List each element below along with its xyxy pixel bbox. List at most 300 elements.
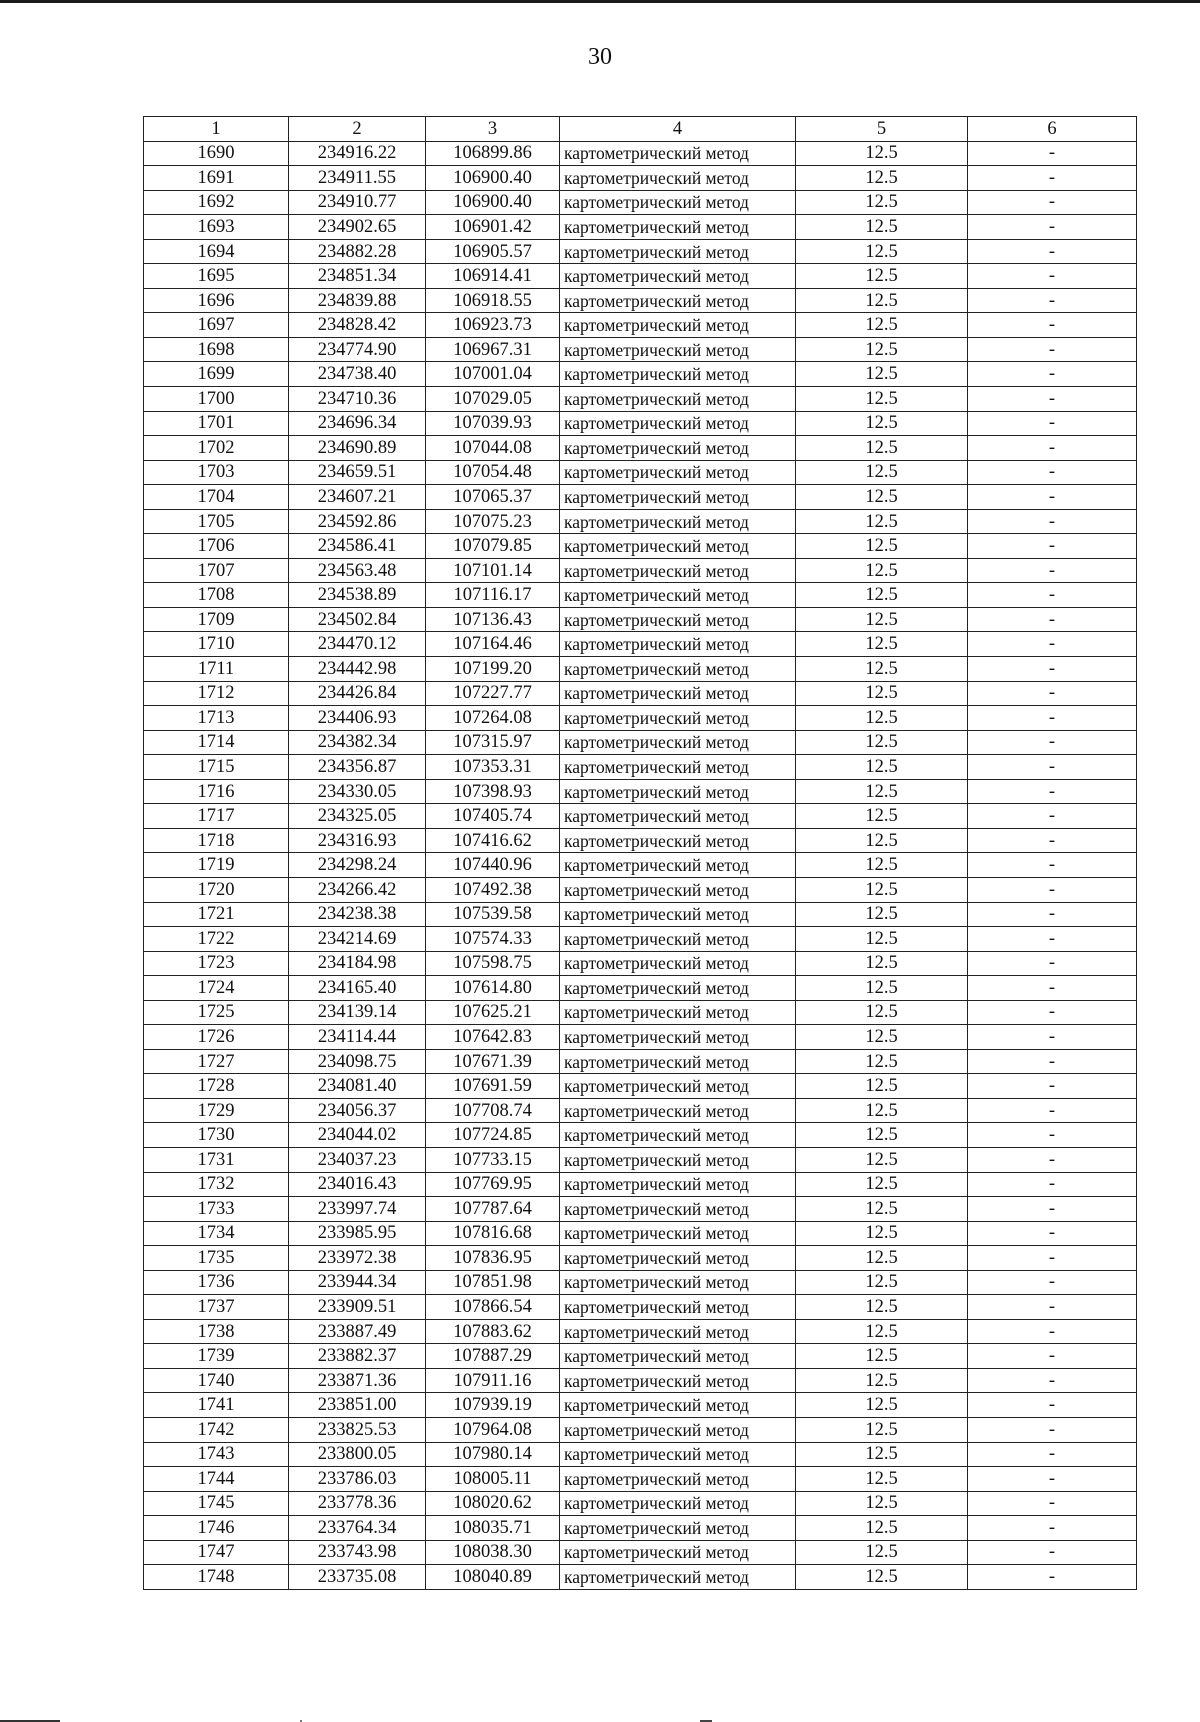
accuracy-cell: 12.5 — [796, 657, 968, 682]
y-coordinate-cell: 107054.48 — [426, 460, 560, 485]
accuracy-cell: 12.5 — [796, 509, 968, 534]
point-number-cell: 1736 — [144, 1270, 289, 1295]
point-number-cell: 1702 — [144, 436, 289, 461]
accuracy-cell: 12.5 — [796, 730, 968, 755]
x-coordinate-cell: 234184.98 — [289, 951, 426, 976]
x-coordinate-cell: 233997.74 — [289, 1197, 426, 1222]
table-row — [144, 1270, 1137, 1295]
table-row — [144, 1147, 1137, 1172]
method-cell: картометрический метод — [560, 1172, 796, 1197]
x-coordinate-cell: 233851.00 — [289, 1393, 426, 1418]
table-row — [144, 583, 1137, 608]
scan-edge-top — [0, 0, 1200, 3]
x-coordinate-cell: 234098.75 — [289, 1049, 426, 1074]
x-coordinate-cell: 234114.44 — [289, 1025, 426, 1050]
point-number-cell: 1721 — [144, 902, 289, 927]
point-number-cell: 1705 — [144, 509, 289, 534]
table-row — [144, 362, 1137, 387]
note-cell: - — [968, 239, 1137, 264]
note-cell: - — [968, 1221, 1137, 1246]
point-number-cell: 1723 — [144, 951, 289, 976]
x-coordinate-cell: 234592.86 — [289, 509, 426, 534]
column-header-4: 4 — [560, 117, 796, 142]
method-cell: картометрический метод — [560, 215, 796, 240]
method-cell: картометрический метод — [560, 558, 796, 583]
accuracy-cell: 12.5 — [796, 1098, 968, 1123]
x-coordinate-cell: 234839.88 — [289, 288, 426, 313]
page-number: 30 — [588, 44, 612, 70]
note-cell: - — [968, 976, 1137, 1001]
point-number-cell: 1707 — [144, 558, 289, 583]
y-coordinate-cell: 107044.08 — [426, 436, 560, 461]
y-coordinate-cell: 107671.39 — [426, 1049, 560, 1074]
point-number-cell: 1730 — [144, 1123, 289, 1148]
method-cell: картометрический метод — [560, 1049, 796, 1074]
note-cell: - — [968, 779, 1137, 804]
y-coordinate-cell: 106900.40 — [426, 166, 560, 191]
table-row — [144, 1467, 1137, 1492]
table-row — [144, 1393, 1137, 1418]
table-row — [144, 215, 1137, 240]
accuracy-cell: 12.5 — [796, 1123, 968, 1148]
method-cell: картометрический метод — [560, 166, 796, 191]
y-coordinate-cell: 106923.73 — [426, 313, 560, 338]
note-cell: - — [968, 657, 1137, 682]
x-coordinate-cell: 234828.42 — [289, 313, 426, 338]
method-cell: картометрический метод — [560, 264, 796, 289]
method-cell: картометрический метод — [560, 1147, 796, 1172]
method-cell: картометрический метод — [560, 657, 796, 682]
note-cell: - — [968, 583, 1137, 608]
table-row — [144, 1197, 1137, 1222]
y-coordinate-cell: 107227.77 — [426, 681, 560, 706]
column-header-1: 1 — [144, 117, 289, 142]
y-coordinate-cell: 107964.08 — [426, 1417, 560, 1442]
note-cell: - — [968, 755, 1137, 780]
y-coordinate-cell: 106901.42 — [426, 215, 560, 240]
note-cell: - — [968, 632, 1137, 657]
note-cell: - — [968, 264, 1137, 289]
table-row — [144, 1074, 1137, 1099]
note-cell: - — [968, 1197, 1137, 1222]
note-cell: - — [968, 1098, 1137, 1123]
y-coordinate-cell: 107769.95 — [426, 1172, 560, 1197]
method-cell: картометрический метод — [560, 853, 796, 878]
point-number-cell: 1719 — [144, 853, 289, 878]
point-number-cell: 1724 — [144, 976, 289, 1001]
method-cell: картометрический метод — [560, 607, 796, 632]
y-coordinate-cell: 107315.97 — [426, 730, 560, 755]
x-coordinate-cell: 233764.34 — [289, 1516, 426, 1541]
accuracy-cell: 12.5 — [796, 1393, 968, 1418]
note-cell: - — [968, 607, 1137, 632]
x-coordinate-cell: 234016.43 — [289, 1172, 426, 1197]
x-coordinate-cell: 234214.69 — [289, 927, 426, 952]
table-row — [144, 534, 1137, 559]
note-cell: - — [968, 1442, 1137, 1467]
y-coordinate-cell: 107492.38 — [426, 877, 560, 902]
y-coordinate-cell: 107075.23 — [426, 509, 560, 534]
table-row — [144, 853, 1137, 878]
method-cell: картометрический метод — [560, 460, 796, 485]
note-cell: - — [968, 288, 1137, 313]
method-cell: картометрический метод — [560, 1197, 796, 1222]
method-cell: картометрический метод — [560, 927, 796, 952]
method-cell: картометрический метод — [560, 1319, 796, 1344]
point-number-cell: 1715 — [144, 755, 289, 780]
x-coordinate-cell: 234586.41 — [289, 534, 426, 559]
y-coordinate-cell: 107836.95 — [426, 1246, 560, 1271]
accuracy-cell: 12.5 — [796, 1417, 968, 1442]
note-cell: - — [968, 1565, 1137, 1590]
note-cell: - — [968, 1319, 1137, 1344]
note-cell: - — [968, 877, 1137, 902]
accuracy-cell: 12.5 — [796, 1516, 968, 1541]
column-header-2: 2 — [289, 117, 426, 142]
x-coordinate-cell: 234690.89 — [289, 436, 426, 461]
accuracy-cell: 12.5 — [796, 755, 968, 780]
table-row — [144, 1565, 1137, 1590]
note-cell: - — [968, 1467, 1137, 1492]
table-row — [144, 951, 1137, 976]
point-number-cell: 1745 — [144, 1491, 289, 1516]
point-number-cell: 1712 — [144, 681, 289, 706]
table-row — [144, 1025, 1137, 1050]
table-row — [144, 1295, 1137, 1320]
point-number-cell: 1735 — [144, 1246, 289, 1271]
note-cell: - — [968, 804, 1137, 829]
accuracy-cell: 12.5 — [796, 681, 968, 706]
method-cell: картометрический метод — [560, 509, 796, 534]
x-coordinate-cell: 234442.98 — [289, 657, 426, 682]
x-coordinate-cell: 234902.65 — [289, 215, 426, 240]
point-number-cell: 1728 — [144, 1074, 289, 1099]
table-row — [144, 141, 1137, 166]
point-number-cell: 1699 — [144, 362, 289, 387]
y-coordinate-cell: 107724.85 — [426, 1123, 560, 1148]
table-row — [144, 485, 1137, 510]
table-row — [144, 460, 1137, 485]
accuracy-cell: 12.5 — [796, 1172, 968, 1197]
note-cell: - — [968, 1123, 1137, 1148]
y-coordinate-cell: 107883.62 — [426, 1319, 560, 1344]
note-cell: - — [968, 1295, 1137, 1320]
point-number-cell: 1732 — [144, 1172, 289, 1197]
method-cell: картометрический метод — [560, 1368, 796, 1393]
x-coordinate-cell: 234426.84 — [289, 681, 426, 706]
y-coordinate-cell: 107164.46 — [426, 632, 560, 657]
x-coordinate-cell: 233871.36 — [289, 1368, 426, 1393]
x-coordinate-cell: 233972.38 — [289, 1246, 426, 1271]
x-coordinate-cell: 234044.02 — [289, 1123, 426, 1148]
y-coordinate-cell: 107642.83 — [426, 1025, 560, 1050]
point-number-cell: 1734 — [144, 1221, 289, 1246]
method-cell: картометрический метод — [560, 1540, 796, 1565]
x-coordinate-cell: 233778.36 — [289, 1491, 426, 1516]
point-number-cell: 1716 — [144, 779, 289, 804]
table-row — [144, 1442, 1137, 1467]
note-cell: - — [968, 436, 1137, 461]
x-coordinate-cell: 233909.51 — [289, 1295, 426, 1320]
y-coordinate-cell: 106899.86 — [426, 141, 560, 166]
accuracy-cell: 12.5 — [796, 166, 968, 191]
accuracy-cell: 12.5 — [796, 1221, 968, 1246]
accuracy-cell: 12.5 — [796, 1491, 968, 1516]
x-coordinate-cell: 234882.28 — [289, 239, 426, 264]
x-coordinate-cell: 234659.51 — [289, 460, 426, 485]
method-cell: картометрический метод — [560, 902, 796, 927]
y-coordinate-cell: 107625.21 — [426, 1000, 560, 1025]
accuracy-cell: 12.5 — [796, 436, 968, 461]
y-coordinate-cell: 107887.29 — [426, 1344, 560, 1369]
y-coordinate-cell: 107440.96 — [426, 853, 560, 878]
accuracy-cell: 12.5 — [796, 804, 968, 829]
method-cell: картометрический метод — [560, 779, 796, 804]
column-header-5: 5 — [796, 117, 968, 142]
point-number-cell: 1711 — [144, 657, 289, 682]
y-coordinate-cell: 107691.59 — [426, 1074, 560, 1099]
point-number-cell: 1703 — [144, 460, 289, 485]
note-cell: - — [968, 1368, 1137, 1393]
y-coordinate-cell: 107416.62 — [426, 828, 560, 853]
point-number-cell: 1727 — [144, 1049, 289, 1074]
note-cell: - — [968, 1516, 1137, 1541]
table-row — [144, 927, 1137, 952]
point-number-cell: 1742 — [144, 1417, 289, 1442]
accuracy-cell: 12.5 — [796, 411, 968, 436]
x-coordinate-cell: 233882.37 — [289, 1344, 426, 1369]
accuracy-cell: 12.5 — [796, 1368, 968, 1393]
note-cell: - — [968, 141, 1137, 166]
accuracy-cell: 12.5 — [796, 190, 968, 215]
note-cell: - — [968, 534, 1137, 559]
x-coordinate-cell: 234851.34 — [289, 264, 426, 289]
table-row — [144, 755, 1137, 780]
point-number-cell: 1720 — [144, 877, 289, 902]
accuracy-cell: 12.5 — [796, 485, 968, 510]
table-row — [144, 1049, 1137, 1074]
y-coordinate-cell: 106918.55 — [426, 288, 560, 313]
note-cell: - — [968, 927, 1137, 952]
x-coordinate-cell: 233985.95 — [289, 1221, 426, 1246]
x-coordinate-cell: 234607.21 — [289, 485, 426, 510]
point-number-cell: 1698 — [144, 337, 289, 362]
point-number-cell: 1748 — [144, 1565, 289, 1590]
note-cell: - — [968, 215, 1137, 240]
y-coordinate-cell: 107708.74 — [426, 1098, 560, 1123]
y-coordinate-cell: 107029.05 — [426, 387, 560, 412]
point-number-cell: 1713 — [144, 706, 289, 731]
point-number-cell: 1729 — [144, 1098, 289, 1123]
accuracy-cell: 12.5 — [796, 706, 968, 731]
y-coordinate-cell: 106967.31 — [426, 337, 560, 362]
y-coordinate-cell: 108035.71 — [426, 1516, 560, 1541]
y-coordinate-cell: 107911.16 — [426, 1368, 560, 1393]
method-cell: картометрический метод — [560, 951, 796, 976]
x-coordinate-cell: 234325.05 — [289, 804, 426, 829]
x-coordinate-cell: 234165.40 — [289, 976, 426, 1001]
point-number-cell: 1722 — [144, 927, 289, 952]
table-row — [144, 288, 1137, 313]
method-cell: картометрический метод — [560, 313, 796, 338]
table-row — [144, 1098, 1137, 1123]
table-row — [144, 1123, 1137, 1148]
method-cell: картометрический метод — [560, 877, 796, 902]
note-cell: - — [968, 337, 1137, 362]
x-coordinate-cell: 234563.48 — [289, 558, 426, 583]
y-coordinate-cell: 107939.19 — [426, 1393, 560, 1418]
y-coordinate-cell: 107079.85 — [426, 534, 560, 559]
y-coordinate-cell: 107851.98 — [426, 1270, 560, 1295]
accuracy-cell: 12.5 — [796, 632, 968, 657]
note-cell: - — [968, 902, 1137, 927]
point-number-cell: 1691 — [144, 166, 289, 191]
accuracy-cell: 12.5 — [796, 362, 968, 387]
x-coordinate-cell: 234298.24 — [289, 853, 426, 878]
point-number-cell: 1710 — [144, 632, 289, 657]
point-number-cell: 1692 — [144, 190, 289, 215]
accuracy-cell: 12.5 — [796, 951, 968, 976]
note-cell: - — [968, 1074, 1137, 1099]
table-row — [144, 509, 1137, 534]
x-coordinate-cell: 234710.36 — [289, 387, 426, 412]
table-row — [144, 1319, 1137, 1344]
note-cell: - — [968, 166, 1137, 191]
y-coordinate-cell: 107398.93 — [426, 779, 560, 804]
x-coordinate-cell: 233944.34 — [289, 1270, 426, 1295]
y-coordinate-cell: 107733.15 — [426, 1147, 560, 1172]
point-number-cell: 1695 — [144, 264, 289, 289]
table-row — [144, 730, 1137, 755]
column-header-6: 6 — [968, 117, 1137, 142]
table-row — [144, 1368, 1137, 1393]
x-coordinate-cell: 234316.93 — [289, 828, 426, 853]
table-row — [144, 706, 1137, 731]
method-cell: картометрический метод — [560, 1344, 796, 1369]
y-coordinate-cell: 107264.08 — [426, 706, 560, 731]
table-row — [144, 436, 1137, 461]
point-number-cell: 1725 — [144, 1000, 289, 1025]
table-header-row — [144, 117, 1137, 142]
x-coordinate-cell: 234037.23 — [289, 1147, 426, 1172]
note-cell: - — [968, 411, 1137, 436]
y-coordinate-cell: 107001.04 — [426, 362, 560, 387]
column-header-3: 3 — [426, 117, 560, 142]
point-number-cell: 1746 — [144, 1516, 289, 1541]
y-coordinate-cell: 107199.20 — [426, 657, 560, 682]
point-number-cell: 1708 — [144, 583, 289, 608]
point-number-cell: 1704 — [144, 485, 289, 510]
method-cell: картометрический метод — [560, 583, 796, 608]
accuracy-cell: 12.5 — [796, 460, 968, 485]
method-cell: картометрический метод — [560, 1074, 796, 1099]
x-coordinate-cell: 234916.22 — [289, 141, 426, 166]
x-coordinate-cell: 233825.53 — [289, 1417, 426, 1442]
y-coordinate-cell: 108040.89 — [426, 1565, 560, 1590]
accuracy-cell: 12.5 — [796, 239, 968, 264]
accuracy-cell: 12.5 — [796, 1000, 968, 1025]
note-cell: - — [968, 951, 1137, 976]
table-row — [144, 828, 1137, 853]
point-number-cell: 1744 — [144, 1467, 289, 1492]
note-cell: - — [968, 362, 1137, 387]
x-coordinate-cell: 233800.05 — [289, 1442, 426, 1467]
accuracy-cell: 12.5 — [796, 1147, 968, 1172]
note-cell: - — [968, 387, 1137, 412]
x-coordinate-cell: 234502.84 — [289, 607, 426, 632]
point-number-cell: 1741 — [144, 1393, 289, 1418]
point-number-cell: 1701 — [144, 411, 289, 436]
x-coordinate-cell: 234081.40 — [289, 1074, 426, 1099]
note-cell: - — [968, 1246, 1137, 1271]
accuracy-cell: 12.5 — [796, 1565, 968, 1590]
method-cell: картометрический метод — [560, 706, 796, 731]
y-coordinate-cell: 107816.68 — [426, 1221, 560, 1246]
table-row — [144, 411, 1137, 436]
point-number-cell: 1717 — [144, 804, 289, 829]
table-row — [144, 166, 1137, 191]
y-coordinate-cell: 106900.40 — [426, 190, 560, 215]
table-row — [144, 681, 1137, 706]
y-coordinate-cell: 107980.14 — [426, 1442, 560, 1467]
accuracy-cell: 12.5 — [796, 1197, 968, 1222]
method-cell: картометрический метод — [560, 1025, 796, 1050]
y-coordinate-cell: 107614.80 — [426, 976, 560, 1001]
x-coordinate-cell: 234139.14 — [289, 1000, 426, 1025]
point-number-cell: 1743 — [144, 1442, 289, 1467]
point-number-cell: 1738 — [144, 1319, 289, 1344]
x-coordinate-cell: 234382.34 — [289, 730, 426, 755]
accuracy-cell: 12.5 — [796, 387, 968, 412]
table-row — [144, 264, 1137, 289]
y-coordinate-cell: 107116.17 — [426, 583, 560, 608]
x-coordinate-cell: 234406.93 — [289, 706, 426, 731]
accuracy-cell: 12.5 — [796, 1344, 968, 1369]
point-number-cell: 1731 — [144, 1147, 289, 1172]
accuracy-cell: 12.5 — [796, 583, 968, 608]
accuracy-cell: 12.5 — [796, 1049, 968, 1074]
method-cell: картометрический метод — [560, 632, 796, 657]
note-cell: - — [968, 706, 1137, 731]
x-coordinate-cell: 234696.34 — [289, 411, 426, 436]
accuracy-cell: 12.5 — [796, 779, 968, 804]
note-cell: - — [968, 1049, 1137, 1074]
x-coordinate-cell: 233735.08 — [289, 1565, 426, 1590]
table-row — [144, 313, 1137, 338]
accuracy-cell: 12.5 — [796, 1295, 968, 1320]
method-cell: картометрический метод — [560, 976, 796, 1001]
point-number-cell: 1726 — [144, 1025, 289, 1050]
point-number-cell: 1718 — [144, 828, 289, 853]
method-cell: картометрический метод — [560, 1417, 796, 1442]
table-row — [144, 1491, 1137, 1516]
table-row — [144, 877, 1137, 902]
y-coordinate-cell: 107574.33 — [426, 927, 560, 952]
method-cell: картометрический метод — [560, 362, 796, 387]
method-cell: картометрический метод — [560, 1295, 796, 1320]
y-coordinate-cell: 107101.14 — [426, 558, 560, 583]
accuracy-cell: 12.5 — [796, 902, 968, 927]
note-cell: - — [968, 1147, 1137, 1172]
accuracy-cell: 12.5 — [796, 828, 968, 853]
accuracy-cell: 12.5 — [796, 264, 968, 289]
method-cell: картометрический метод — [560, 411, 796, 436]
note-cell: - — [968, 828, 1137, 853]
note-cell: - — [968, 190, 1137, 215]
method-cell: картометрический метод — [560, 337, 796, 362]
table-row — [144, 1417, 1137, 1442]
table-row — [144, 387, 1137, 412]
